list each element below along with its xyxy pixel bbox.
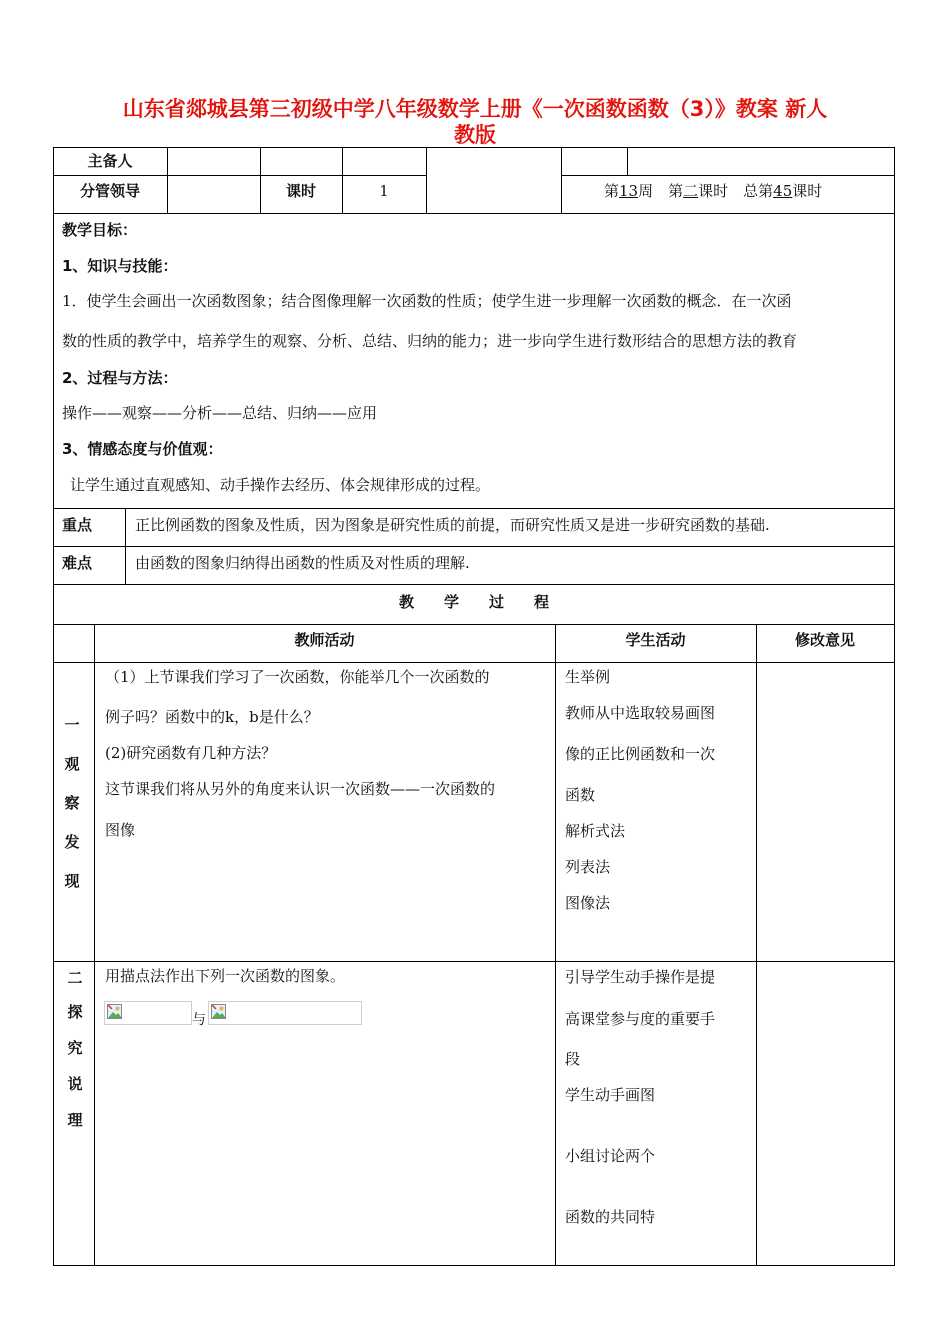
objectives-bottom-line <box>53 508 895 509</box>
preparer-label: 主备人 <box>87 152 133 170</box>
header-col-line-4 <box>426 147 427 213</box>
document-title-line1: 山东省郯城县第三初级中学八年级数学上册《一次函数函数（3）》教案 新人 <box>122 97 828 121</box>
section2-student-line: 小组讨论两个 <box>565 1147 656 1165</box>
section1-student-line: 解析式法 <box>565 822 626 840</box>
section1-teacher-line: （1）上节课我们学习了一次函数，你能举几个一次函数的 <box>105 668 490 686</box>
section1-bottom-line <box>53 961 895 962</box>
section1-student-line: 教师从中选取较易画图 <box>565 704 716 722</box>
broken-image-icon <box>211 1004 226 1019</box>
equation-image-1 <box>104 1001 192 1025</box>
schedule-text: 第13周 第二课时 总第45课时 <box>604 182 823 200</box>
connector-text: 与 <box>192 1012 206 1028</box>
process-student-col-line <box>756 624 757 1265</box>
header-bottom-line <box>53 213 895 214</box>
total-lessons: 45 <box>773 182 793 200</box>
header-col-line-3 <box>342 147 343 213</box>
knowledge-skills-line2: 数的性质的教学中，培养学生的观察、分析、总结、归纳的能力；进一步向学生进行数形结合的思想方法的教育 <box>62 332 798 350</box>
process-heading: 教 学 过 程 <box>398 593 549 611</box>
leader-label: 分管领导 <box>79 182 140 200</box>
section2-student-line: 函数的共同特 <box>565 1208 656 1226</box>
table-border-left <box>53 147 54 1266</box>
process-teacher-col-line <box>555 624 556 1265</box>
section1-student-line: 像的正比例函数和一次 <box>565 745 716 763</box>
student-activity-header: 学生活动 <box>625 631 686 649</box>
section2-label: 二 探 究 说 理 <box>67 969 83 1129</box>
objectives-heading: 教学目标： <box>62 221 138 239</box>
section2-student-line: 段 <box>565 1050 581 1068</box>
section2-student-line: 高课堂参与度的重要手 <box>565 1010 716 1028</box>
broken-image-icon <box>107 1004 122 1019</box>
header-col-line-2 <box>260 147 261 213</box>
section1-teacher-line: (2)研究函数有几种方法？ <box>105 744 277 762</box>
section1-student-line: 生举例 <box>565 668 611 686</box>
column-header-bottom-line <box>53 662 895 663</box>
process-heading-bottom-line <box>53 624 895 625</box>
attitude-heading: 3、情感态度与价值观： <box>62 440 223 458</box>
section2-teacher-line: 用描点法作出下列一次函数的图象。 <box>105 967 346 985</box>
process-label-col-line <box>94 624 95 1265</box>
difficulty-bottom-line <box>53 584 895 585</box>
header-col-line-5 <box>561 147 562 213</box>
header-col-line-6 <box>627 147 628 175</box>
document-title-line2: 教版 <box>454 123 496 147</box>
section1-student-line: 列表法 <box>565 858 611 876</box>
keypoint-bottom-line <box>53 546 895 547</box>
equation-image-2 <box>208 1001 362 1025</box>
knowledge-skills-line1: 1．使学生会画出一次函数图象；结合图像理解一次函数的性质；使学生进一步理解一次函数的概念．在一次函 <box>62 292 792 310</box>
section1-student-line: 图像法 <box>565 894 611 912</box>
lesson-number: 二 <box>683 182 699 200</box>
section1-teacher-line: 例子吗？函数中的k，b是什么？ <box>105 708 319 726</box>
header-col-line-1 <box>167 147 168 213</box>
section2-student-line: 学生动手画图 <box>565 1086 656 1104</box>
attitude-text: 让学生通过直观感知、动手操作去经历、体会规律形成的过程。 <box>70 476 491 494</box>
section2-student-line: 引导学生动手操作是提 <box>565 968 716 986</box>
difficulty-label: 难点 <box>62 554 93 572</box>
process-method-text: 操作——观察——分析——总结、归纳——应用 <box>62 404 378 422</box>
key-point-label: 重点 <box>62 516 93 534</box>
knowledge-skills-heading: 1、知识与技能： <box>62 257 178 275</box>
revision-header: 修改意见 <box>794 631 855 649</box>
week-number: 13 <box>619 182 639 200</box>
key-point-text: 正比例函数的图象及性质，因为图象是研究性质的前提，而研究性质又是进一步研究函数的基础. <box>135 516 770 534</box>
header-row-divider-left <box>53 175 427 176</box>
period-value: 1 <box>379 182 389 200</box>
section1-label: 一 观 察 发 现 <box>64 716 80 890</box>
section1-student-line: 函数 <box>565 786 596 804</box>
section1-teacher-line: 这节课我们将从另外的角度来认识一次函数——一次函数的 <box>105 780 496 798</box>
process-method-heading: 2、过程与方法： <box>62 369 178 387</box>
table-border-top <box>53 147 895 148</box>
header-row-divider-right <box>561 175 895 176</box>
keypoint-label-divider <box>125 508 126 584</box>
table-border-bottom <box>53 1265 895 1266</box>
table-border-right <box>894 147 895 1266</box>
section1-teacher-line: 图像 <box>105 821 136 839</box>
difficulty-text: 由函数的图象归纳得出函数的性质及对性质的理解. <box>135 554 470 572</box>
teacher-activity-header: 教师活动 <box>294 631 355 649</box>
period-label: 课时 <box>285 182 316 200</box>
